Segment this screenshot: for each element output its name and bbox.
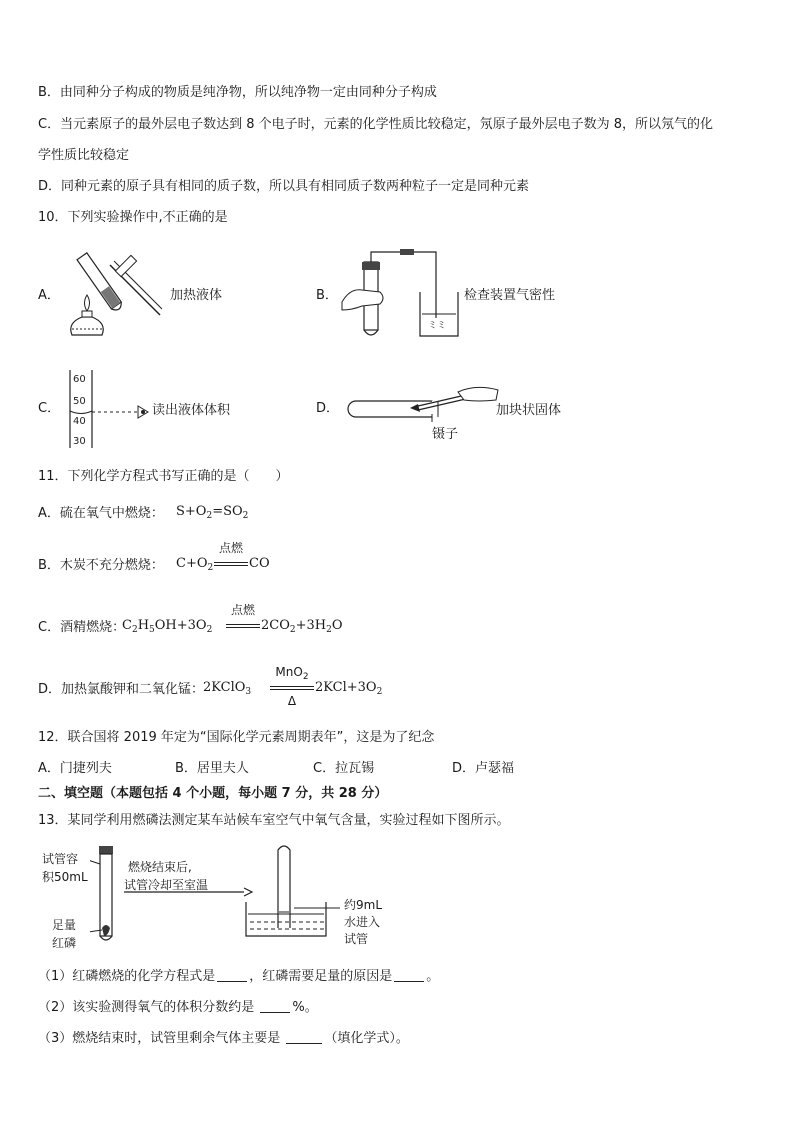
fig-water-label-3: 试管 — [344, 932, 369, 946]
q10-d-label: 加块状固体 — [496, 403, 562, 418]
q9-option-d: D．同种元素的原子具有相同的质子数，所以具有相同质子数两种粒子一定是同种元素 — [38, 179, 530, 194]
q10-b-airtight-figure — [340, 248, 464, 340]
q9-option-c-line2: 学性质比较稳定 — [38, 148, 130, 163]
tick-50: 50 — [73, 396, 86, 407]
q10-stem: 10．下列实验操作中,不正确的是 — [38, 210, 228, 225]
q12-option-b: B．居里夫人 — [175, 761, 249, 776]
fig-water-label-1: 约9mL — [344, 898, 383, 912]
q11-option-c: C．酒精燃烧： — [38, 620, 126, 635]
q12-option-c: C．拉瓦锡 — [313, 761, 375, 776]
q11-option-a: A．硫在氧气中燃烧： — [38, 506, 164, 521]
q11-c-rhs: $2CO_2+3H_2O$ — [261, 618, 343, 635]
q13-sub-2: （2）该实验测得氧气的体积分数约是 %。 — [38, 1000, 318, 1015]
q12-stem: 12．联合国将 2019 年定为“国际化学元素周期表年”，这是为了纪念 — [38, 730, 435, 745]
q10-d-tweezers-figure — [340, 384, 500, 424]
q11-c-lhs: $C_2H_5OH+3O_2$ — [122, 618, 213, 635]
q11-d-condition-top: MnO$_2$ — [275, 665, 309, 682]
q10-b-letter: B． — [316, 288, 338, 303]
q11-option-d: D．加热氯酸钾和二氧化锰： — [38, 682, 205, 697]
tick-40: 40 — [73, 416, 86, 427]
q10-c-label: 读出液体体积 — [152, 403, 231, 418]
tick-30: 30 — [73, 436, 86, 447]
answer-blank[interactable] — [217, 969, 247, 982]
q11-d-lhs: 2KClO$_3$ — [203, 680, 252, 697]
q10-d-tweezers-label: 镊子 — [432, 427, 459, 442]
q11-b-lhs: $C+O_2$ — [176, 556, 214, 573]
q11-option-b: B．木炭不充分燃烧： — [38, 558, 164, 573]
q11-b-equals — [214, 562, 248, 566]
q9-option-c-line1: C．当元素原子的最外层电子数达到 8 个电子时，元素的化学性质比较稳定，氖原子最外层电子数为 8，所以氖气的化 — [38, 117, 714, 132]
q12-option-a: A．门捷列夫 — [38, 761, 112, 776]
answer-blank[interactable] — [286, 1031, 322, 1044]
q11-stem: 11．下列化学方程式书写正确的是（ ） — [38, 469, 289, 484]
q10-c-cylinder-figure — [60, 368, 152, 450]
fig-arrow-label-2: 试管冷却至室温 — [124, 878, 209, 892]
q11-c-equals — [226, 624, 260, 628]
q11-d-condition-bottom: Δ — [287, 694, 297, 708]
q10-a-letter: A． — [38, 288, 60, 303]
q10-a-label: 加热液体 — [170, 288, 223, 303]
fig-tube-label-1: 试管容 — [42, 852, 79, 866]
q11-a-equation: $S+O_2=SO_2$ — [176, 504, 249, 521]
q10-d-letter: D． — [316, 401, 340, 416]
q13-sub-3: （3）燃烧结束时，试管里剩余气体主要是 （填化学式）。 — [38, 1031, 409, 1046]
fig-tube-label-2: 积50mL — [42, 870, 88, 884]
q10-a-heating-figure — [62, 245, 166, 343]
q12-option-d: D．卢瑟福 — [452, 761, 515, 776]
q11-b-rhs: CO — [249, 556, 270, 571]
fig-water-label-2: 水进入 — [344, 915, 381, 929]
q11-c-condition: 点燃 — [230, 603, 255, 617]
q9-option-b: B．由同种分子构成的物质是纯净物，所以纯净物一定由同种分子构成 — [38, 85, 437, 100]
answer-blank[interactable] — [260, 1000, 290, 1013]
tick-60: 60 — [73, 374, 86, 385]
fig-phosphorus-label-1: 足量 — [52, 918, 77, 932]
section-2-title: 二、填空题（本题包括 4 个小题，每小题 7 分，共 28 分） — [38, 786, 388, 801]
q11-d-equals — [270, 686, 314, 690]
q10-c-letter: C． — [38, 401, 61, 416]
svg-text:ミミ: ミミ — [428, 321, 447, 331]
fig-arrow-label-1: 燃烧结束后, — [128, 860, 192, 874]
q13-sub-1: （1）红磷燃烧的化学方程式是 ，红磷需要足量的原因是 。 — [38, 969, 440, 984]
q13-stem: 13．某同学利用燃磷法测定某车站候车室空气中氧气含量，实验过程如下图所示。 — [38, 813, 510, 828]
answer-blank[interactable] — [394, 969, 424, 982]
q11-b-condition: 点燃 — [218, 541, 243, 555]
q11-d-rhs: $2KCl+3O_2$ — [315, 680, 383, 697]
q10-b-label: 检查装置气密性 — [464, 288, 556, 303]
fig-phosphorus-label-2: 红磷 — [52, 936, 77, 950]
